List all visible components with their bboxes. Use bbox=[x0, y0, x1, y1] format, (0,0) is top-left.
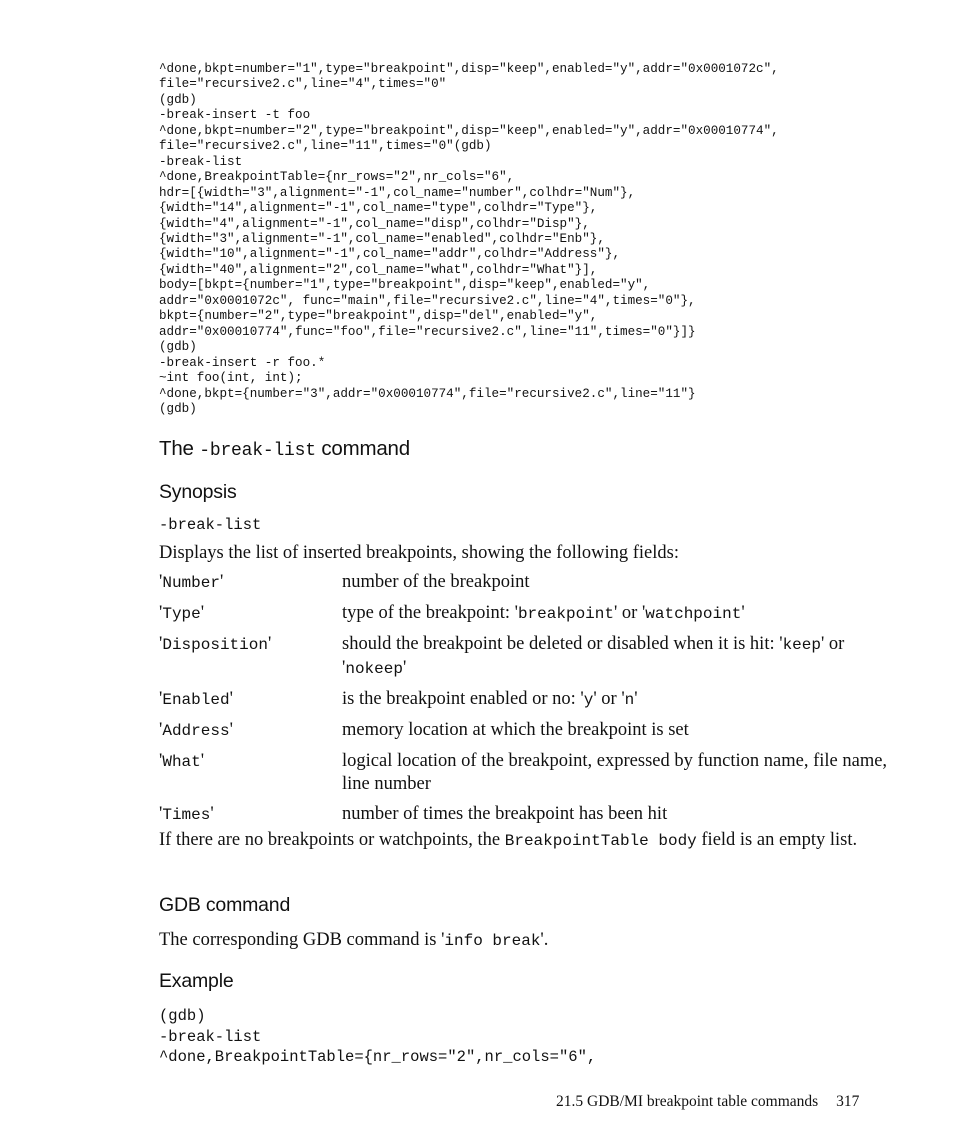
field-description-text: number of times the breakpoint has been hit bbox=[342, 804, 668, 824]
field-description-text: ' bbox=[402, 658, 407, 678]
field-row bbox=[159, 688, 899, 712]
field-description-text: type of the breakpoint: ' bbox=[342, 603, 518, 623]
field-name: 'Type' bbox=[159, 603, 205, 623]
gdb-command-post: '. bbox=[540, 930, 549, 950]
footer-section: 21.5 GDB/MI breakpoint table commands bbox=[556, 1093, 819, 1110]
field-name: 'Address' bbox=[159, 720, 233, 740]
field-name-code: Times bbox=[162, 806, 211, 824]
section-title bbox=[159, 437, 410, 461]
field-description bbox=[342, 803, 897, 827]
gdb-command-code: info break bbox=[444, 932, 541, 950]
empty-note-code: BreakpointTable body bbox=[504, 832, 697, 850]
field-row bbox=[159, 633, 899, 681]
section-title-pre: The bbox=[159, 437, 200, 460]
field-name: 'Disposition' bbox=[159, 634, 272, 654]
gdb-command-heading: GDB command bbox=[159, 894, 291, 916]
fields-table bbox=[159, 571, 899, 834]
empty-note-post: field is an empty list. bbox=[696, 830, 858, 850]
field-description bbox=[342, 719, 897, 743]
code-listing-top: ^done,bkpt=number="1",type="breakpoint",disp="keep",enabled="y",addr="0x0001072c", file="recursive2.c",line="4",times="0" (gdb) -break-insert -t foo ^done,bkpt=number="2",type="breakpoint",disp="keep",enabled="y",addr="0x00010774", file="recursive2.c",line="11",times="0"(gdb) -break-list ^done,BreakpointTable={nr_rows="2",nr_cols="6", hdr=[{width="3",alignment="-1",col_name="number",colhdr="Num"}, {width="14",alignment="-1",col_name="type",colhdr="Type"}, {width="4",alignment="-1",col_name="disp",colhdr="Disp"}, {width="3",alignment="-1",col_name="enabled",colhdr="Enb"}, {width="10",alignment="-1",col_name="addr",colhdr="Address"}, {width="40",alignment="2",col_name="what",colhdr="What"}], body=[bkpt={number="1",type="breakpoint",disp="keep",enabled="y", addr="0x0001072c", func="main",file="recursive2.c",line="4",times="0"}, bkpt={number="2",type="breakpoint",disp="del",enabled="y", addr="0x00010774",func="foo",file="recursive2.c",line="11",times="0"}]} (gdb) -break-insert -r foo.* ~int foo(int, int); ^done,bkpt={number="3",addr="0x00010774",file="recursive2.c",line="11"} (gdb) bbox=[159, 62, 779, 416]
synopsis-heading: Synopsis bbox=[159, 481, 237, 503]
field-row bbox=[159, 602, 899, 626]
field-row bbox=[159, 719, 899, 743]
gdb-command-pre: The corresponding GDB command is ' bbox=[159, 930, 445, 950]
field-description-code: breakpoint bbox=[517, 605, 614, 623]
page-footer bbox=[556, 1093, 859, 1111]
field-name: 'Enabled' bbox=[159, 689, 233, 709]
field-name-code: Disposition bbox=[162, 636, 268, 654]
field-description-text: ' bbox=[634, 689, 638, 709]
field-description-code: watchpoint bbox=[645, 605, 742, 623]
example-heading: Example bbox=[159, 970, 234, 992]
page-number: 317 bbox=[836, 1093, 860, 1110]
field-name-code: What bbox=[162, 753, 201, 771]
field-name: 'Times' bbox=[159, 804, 214, 824]
field-description-text: should the breakpoint be deleted or disabled when it is hit: ' bbox=[342, 634, 783, 654]
field-name-code: Type bbox=[162, 605, 201, 623]
field-description bbox=[342, 602, 897, 626]
field-name-code: Enabled bbox=[162, 691, 230, 709]
field-description-text: ' bbox=[741, 603, 745, 623]
synopsis-code: -break-list bbox=[159, 516, 262, 534]
field-description-text: memory location at which the breakpoint is set bbox=[342, 720, 689, 740]
empty-note-pre: If there are no breakpoints or watchpoints, the bbox=[159, 830, 505, 850]
gdb-command-text bbox=[159, 929, 894, 953]
field-name: 'What' bbox=[159, 751, 205, 771]
field-name-code: Address bbox=[162, 722, 230, 740]
field-description bbox=[342, 688, 897, 712]
field-description-code: n bbox=[624, 691, 635, 709]
example-code: (gdb) -break-list ^done,BreakpointTable={nr_rows="2",nr_cols="6", bbox=[159, 1007, 597, 1066]
field-row bbox=[159, 571, 899, 595]
field-description-text: number of the breakpoint bbox=[342, 572, 530, 592]
synopsis-description: Displays the list of inserted breakpoints, showing the following fields: bbox=[159, 543, 679, 563]
field-row bbox=[159, 803, 899, 827]
field-name: 'Number' bbox=[159, 572, 224, 592]
field-description-text: ' or ' bbox=[342, 634, 845, 678]
section-title-code: -break-list bbox=[199, 441, 316, 461]
field-description-text: ' or ' bbox=[593, 689, 625, 709]
empty-list-note bbox=[159, 829, 894, 853]
field-description bbox=[342, 633, 897, 681]
field-row bbox=[159, 750, 899, 796]
field-name-code: Number bbox=[162, 574, 220, 592]
section-title-post: command bbox=[315, 437, 410, 460]
field-description-code: y bbox=[583, 691, 594, 709]
field-description bbox=[342, 571, 897, 595]
field-description-code: keep bbox=[782, 636, 821, 654]
field-description-code: nokeep bbox=[345, 660, 403, 678]
field-description bbox=[342, 750, 897, 796]
field-description-text: logical location of the breakpoint, expressed by function name, file name, line number bbox=[342, 751, 888, 794]
field-description-text: ' or ' bbox=[613, 603, 646, 623]
field-description-text: is the breakpoint enabled or no: ' bbox=[342, 689, 584, 709]
